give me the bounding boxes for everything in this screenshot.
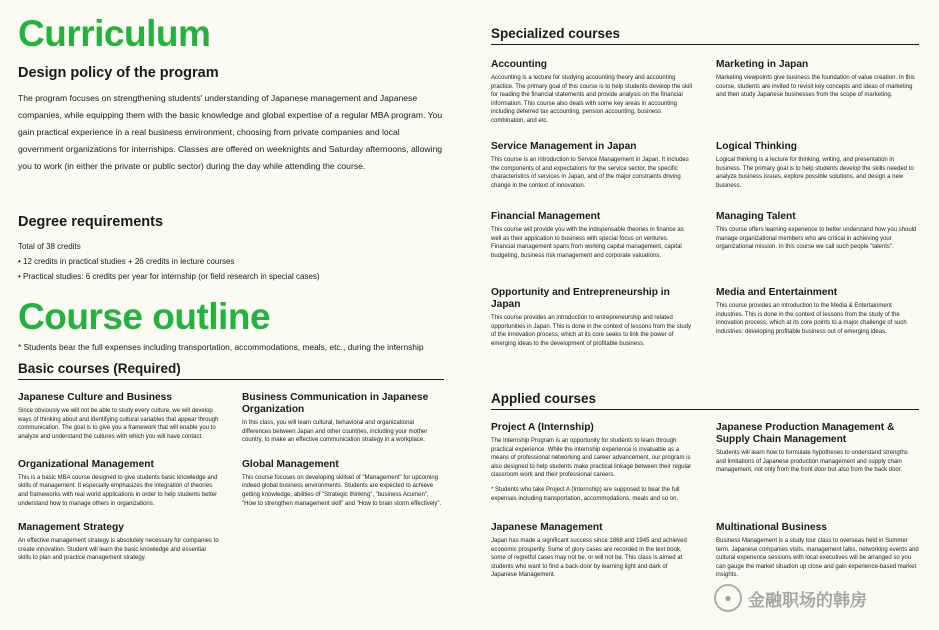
degree-item: Total of 38 credits — [18, 242, 81, 251]
course-japanese-management — [491, 522, 694, 602]
design-text: The program focuses on strengthening students' understanding of Japanese management and Japanese companies, while equipping them with the basic knowledge and global expertise of a regular MBA program. You gain practical experience in a real business environment, choosing from private companies and local government organizations for internships. Classes are offered on weeknights and Saturday afternoons, allowing you to work (in either the private or public sector) during the day while attending the course. — [18, 93, 443, 171]
course-text: This is a basic MBA course designed to give students basic knowledge and skills of management. It especially emphasizes the integration of theories and frameworks with real world applications in order to help students better understand how to manage others in organizations. — [18, 474, 218, 507]
basic-courses-grid — [18, 392, 444, 563]
degree-heading: Degree requirements — [18, 214, 164, 230]
watermark — [714, 580, 924, 616]
course-text: Since obviously we will not be able to study every culture, we will develop ways of thinking about and identifying cultural variables that appear through communication. The goal is to give you a framework that will enable you to analyze and understand the cultures with which you will have contact. — [18, 408, 219, 440]
course-title: Accounting — [491, 59, 548, 70]
degree-item: • 12 credits in practical studies + 26 credits in lecture courses — [18, 257, 235, 266]
course-title: Global Management — [242, 458, 339, 470]
course-production-supply-chain — [716, 422, 919, 522]
course-text: This course will provide you with the indispensable theories in finance as well as their application to business with special focus on ventures. Financial management spans from working capital management, capital budgeting, business risk management and corporate valuations. — [491, 227, 684, 259]
course-title: Japanese Production Management & Supply Chain Management — [716, 422, 895, 445]
course-title: Financial Management — [491, 211, 601, 222]
course-text: Logical thinking is a lecture for thinking, writing, and presentation in business. The primary goal is to help students develop the skills needed to analyze business issues, explore possible solutions, and design a new business. — [716, 157, 914, 189]
course-financial-management — [491, 211, 694, 287]
course-text: Marketing viewpoints give business the foundation of value creation. In this course, students are invited to revisit key concepts and ideas of marketing and then study Japanese businesses from the scope of marketing. — [716, 75, 915, 99]
course-service-management — [491, 141, 694, 211]
course-title: Managing Talent — [716, 211, 796, 222]
course-title: Logical Thinking — [716, 141, 797, 152]
course-title: Opportunity and Entrepreneurship in Japan — [491, 287, 670, 310]
specialized-courses-heading: Specialized courses — [491, 26, 919, 45]
course-title: Business Communication in Japanese Organization — [242, 392, 429, 415]
course-text: Japan has made a significant success since 1868 and 1945 and achieved economic prosperity. Some of glory cases are recorded in the text book, some of regretful cases may not be, or will not be. This class is aimed at students who want to find a back-door by learning light and dark of Japanese Management. — [491, 538, 687, 579]
applied-courses-heading: Applied courses — [491, 391, 919, 410]
wechat-icon: ● — [714, 584, 742, 612]
course-marketing-japan — [716, 59, 919, 141]
course-japanese-culture — [18, 392, 220, 445]
course-text: This course provides an introduction to the Media & Entertainment industries. This is done in the context of lessons from the study of the innovation process, which at its core points to a major challenge of such industries: developing profitable business out of emerging ideas. — [716, 303, 907, 335]
course-text: Accounting is a lecture for studying accounting theory and accounting practice. The primary goal of this course is to help students develop the skill for reading the financial statements and provide analysis on the financial information. This course also deals with some key areas in accounting including deferred tax accounting, pension accounting, business combination, and etc. — [491, 75, 692, 124]
course-project-a — [491, 422, 694, 522]
course-title: Japanese Culture and Business — [18, 392, 172, 403]
course-logical-thinking — [716, 141, 919, 211]
right-column — [491, 26, 919, 602]
course-title: Organizational Management — [18, 458, 154, 470]
course-text: This course offers learning experience to better understand how you should manage organizational members who are critical in achieving your organizational mission. In this course we call such people "talents". — [716, 227, 917, 251]
design-heading: Design policy of the program — [18, 65, 219, 81]
course-outline-title: Course outline — [18, 296, 271, 337]
course-text: This course is an introduction to Service Management in Japan. It includes the components of and expectations for the service sector, the specific characteristics of services in Japan, and of the major constraints driving change in the context of innovation. — [491, 157, 689, 189]
course-title: Multinational Business — [716, 522, 827, 533]
course-text: In this class, you will learn cultural, behavioral and organizational differences between Japan and other countries, including your mother country, to make an effective communication strategy in a workplace. — [242, 420, 428, 444]
course-managing-talent — [716, 211, 919, 287]
course-text: Business Management is a study tour class to overseas held in Summer term. Japanese companies visits, management talks, networking events and cultural experience sessions with local executives will be arranged so you can gauge the market situation up close and gain experience-based market insights. — [716, 538, 919, 579]
watermark-text: 金融职场的韩房 — [748, 590, 867, 610]
course-text: An effective management strategy is absolutely necessary for companies to create innovation. Student will learn the basic knowledge and essential skills to plan and practice management strategy. — [18, 538, 219, 562]
course-global-management — [242, 459, 444, 508]
course-management-strategy — [18, 522, 220, 563]
course-title: Japanese Management — [491, 522, 603, 533]
course-accounting — [491, 59, 694, 141]
course-text: Students will learn how to formulate hypotheses to understand strengths and limitations of Japanese production management and supply chain management, not only from the front door but also from the back door. — [716, 450, 908, 474]
course-title: Media and Entertainment — [716, 287, 838, 298]
left-column — [18, 14, 444, 563]
course-organizational-management — [18, 459, 220, 508]
course-opportunity-entrepreneurship — [491, 287, 694, 367]
course-title: Marketing in Japan — [716, 59, 809, 70]
degree-requirements — [18, 239, 444, 284]
course-title: Project A (Internship) — [491, 422, 594, 433]
degree-item: • Practical studies: 6 credits per year for internship (or field research in special cases) — [18, 272, 320, 281]
basic-courses-heading: Basic courses (Required) — [18, 361, 444, 380]
course-title: Service Management in Japan — [491, 141, 637, 152]
applied-courses-grid — [491, 422, 919, 602]
course-business-communication — [242, 392, 444, 445]
specialized-courses-grid — [491, 59, 919, 367]
curriculum-title: Curriculum — [18, 13, 211, 54]
course-text: This course provides an introduction to entrepreneurship and related opportunities in Japan. This is done in the context of lessons from the study of the innovation process, which at its core seeks to link the power of emerging ideas to the development of profitable business. — [491, 315, 692, 347]
course-text: The Internship Program is an opportunity for students to learn through practical experience. While the internship experience is invaluable as a means of professional networking and career advancement, our program is also designed to help students make practical linkage between their regular classroom work and their professional careers. — [491, 438, 692, 479]
course-text: This course focuses on developing skillset of "Management" for upcoming indeed global business environments. Students are expected to achieve getting knowledge, abilities of "Strategic thinking", "business Acumen", "How to strengthen management skill" and "How to brain storm effectively". — [242, 474, 442, 507]
course-note: * Students who take Project A (Internship) are supposed to bear the full expenses including transportation, accommodations, meals and so on. — [491, 486, 680, 502]
outline-note: * Students bear the full expenses including transportation, accommodations, meals, etc., during the internship — [18, 342, 424, 352]
course-media-entertainment — [716, 287, 919, 367]
course-title: Management Strategy — [18, 522, 124, 534]
